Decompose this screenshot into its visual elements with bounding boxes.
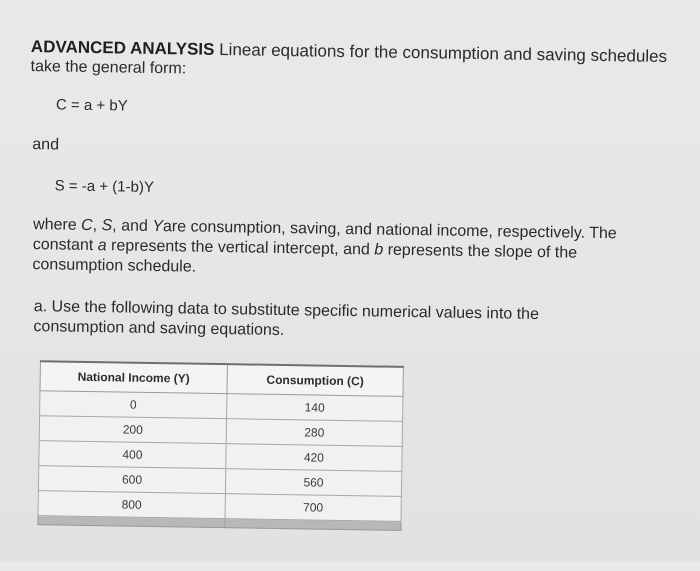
where-sep-2: , and (112, 217, 153, 235)
consumption-cell: 420 (226, 444, 402, 472)
header-consumption: Consumption (C) (227, 364, 404, 396)
where-head-2: constant (32, 236, 98, 255)
consumption-cell: 280 (226, 419, 402, 447)
where-tail-1: are consumption, saving, and national income, respectively. The (162, 218, 617, 243)
where-text: where (32, 216, 82, 234)
var-c: C (80, 216, 93, 235)
var-b: b (374, 241, 384, 259)
income-consumption-table (37, 360, 404, 531)
and-text: and (32, 136, 60, 154)
where-line-3: consumption schedule. (32, 256, 197, 276)
var-s: S (101, 217, 113, 235)
where-sep-1: , (92, 217, 102, 235)
consumption-equation: C = a + bY (55, 96, 128, 115)
footer-cell (38, 516, 225, 528)
heading-bold-label: ADVANCED ANALYSIS (30, 37, 215, 59)
intro-line: take the general form: (30, 58, 187, 78)
income-cell: 600 (38, 466, 225, 494)
header-national-income: National Income (Y) (40, 361, 227, 393)
part-a-line-1: a. Use the following data to substitute specific numerical values into the (33, 298, 540, 324)
part-a-line-2: consumption and saving equations. (33, 318, 285, 340)
var-a: a (97, 237, 107, 255)
consumption-cell: 700 (225, 494, 401, 522)
consumption-cell: 140 (226, 394, 402, 422)
saving-equation: S = -a + (1-b)Y (54, 177, 155, 196)
consumption-cell: 560 (225, 469, 401, 497)
var-y: Y (152, 217, 164, 236)
income-cell: 0 (40, 391, 227, 419)
where-mid-2: represents the vertical intercept, and (106, 237, 375, 259)
where-tail-2: represents the slope of the (383, 241, 578, 262)
income-cell: 200 (39, 416, 226, 444)
footer-cell (225, 519, 401, 531)
income-cell: 800 (38, 491, 225, 519)
income-cell: 400 (39, 441, 226, 469)
heading-text: Linear equations for the consumption and saving schedules (219, 39, 668, 67)
